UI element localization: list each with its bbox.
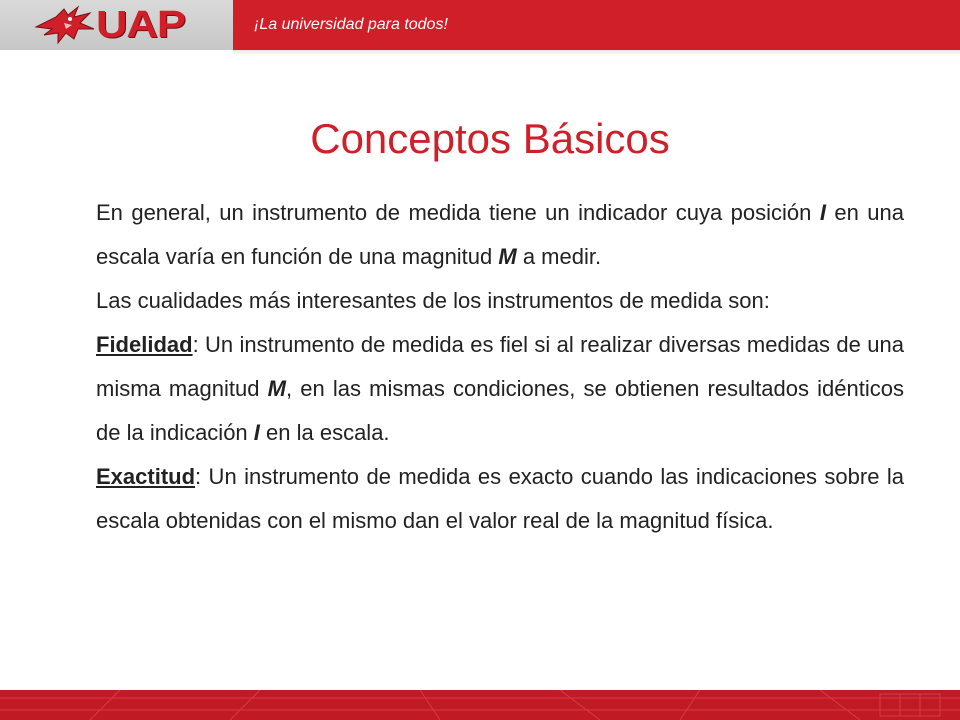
variable-i: I xyxy=(819,200,826,225)
exactitud-paragraph xyxy=(96,455,904,543)
slide-title: Conceptos Básicos xyxy=(310,115,670,162)
footer-pattern xyxy=(0,690,960,720)
variable-m: M xyxy=(498,244,517,269)
fidelidad-text-2: , en las mismas condiciones, se obtienen resultados idénticos de la indicación xyxy=(96,376,904,445)
header-bar xyxy=(0,0,960,50)
term-fidelidad: Fidelidad xyxy=(96,332,193,357)
fidelidad-text-3: en la escala. xyxy=(259,420,390,445)
variable-i: I xyxy=(253,420,260,445)
intro-text-3: a medir. xyxy=(516,244,602,269)
intro-text-1: En general, un instrumento de medida tiene un indicador cuya posición xyxy=(96,200,820,225)
fidelidad-paragraph xyxy=(96,323,904,455)
logo[interactable] xyxy=(0,0,233,50)
header-shadow xyxy=(233,50,960,56)
footer-bar xyxy=(0,690,960,720)
variable-m: M xyxy=(267,376,286,401)
exactitud-text-1: : Un instrumento de medida es exacto cuando las indicaciones sobre la escala obtenidas con el mismo dan el valor real de la magnitud física. xyxy=(96,464,904,533)
list-intro: Las cualidades más interesantes de los instrumentos de medida son: xyxy=(96,288,770,313)
logo-text: UAP xyxy=(96,4,185,46)
intro-paragraph xyxy=(96,191,904,279)
bird-mascot-icon xyxy=(34,5,96,47)
term-exactitud: Exactitud xyxy=(96,464,196,489)
fidelidad-text-1: : Un instrumento de medida es fiel si al realizar diversas medidas de una misma magnitud xyxy=(96,332,904,401)
slogan: ¡La universidad para todos! xyxy=(254,16,448,33)
intro-text-2: en una escala varía en función de una magnitud xyxy=(96,200,905,269)
slide-content xyxy=(96,191,904,543)
